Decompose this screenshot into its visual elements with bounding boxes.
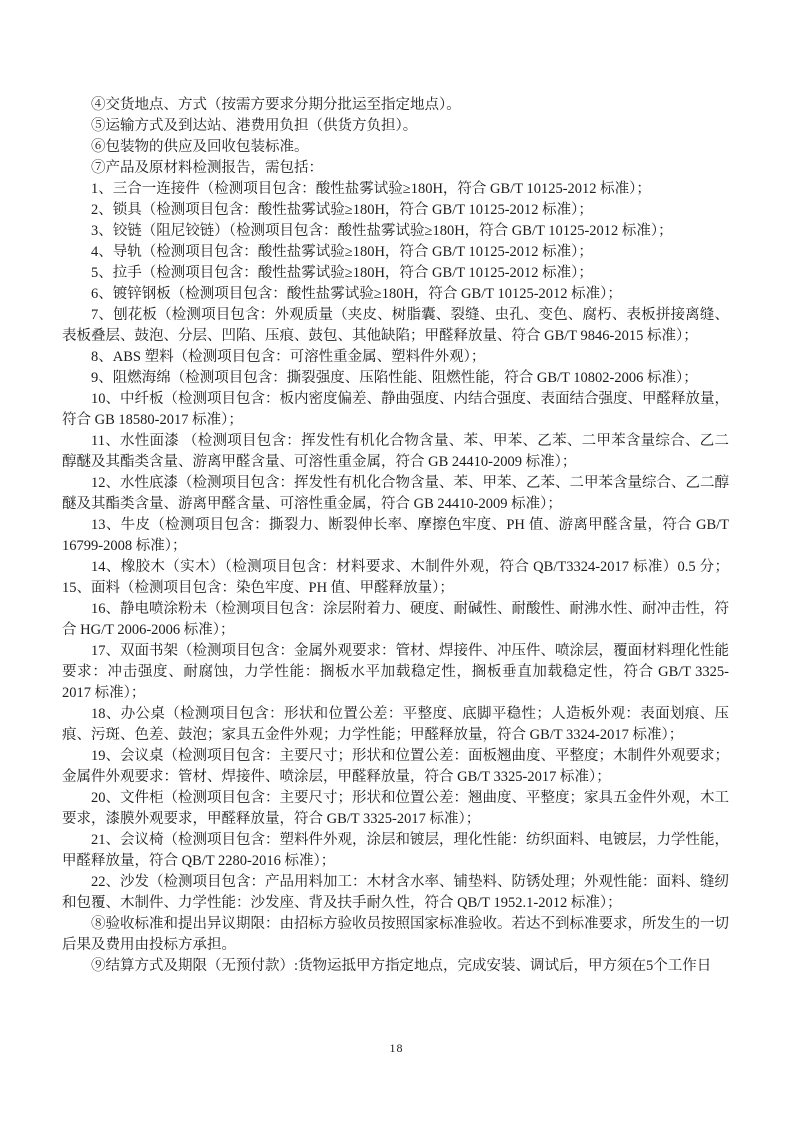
list-item-conference-chair: 21、会议椅（检测项目包含：塑料件外观，涂层和镀层，理化性能：纺织面料、电镀层，力学性能，甲醛释放量，符合 QB/T 2280-2016 标准）； — [62, 832, 729, 869]
list-item-mdf: 10、中纤板（检测项目包含：板内密度偏差、静曲强度、内结合强度、表面结合强度、甲醛释放量，符合 GB 18580-2017 标准）； — [62, 391, 729, 428]
list-item-handle: 5、拉手（检测项目包含：酸性盐雾试验≥180H，符合 GB/T 10125-2012 标准）； — [91, 265, 593, 281]
list-item-waterborne-primer: 12、水性底漆（检测项目包含：挥发性有机化合物含量、苯、甲苯、乙苯、二甲苯含量综合、乙二醇醚及其酯类含量、游离甲醛含量、可溶性重金属，符合 GB 24410-2009 标准）； — [62, 475, 729, 512]
list-item-particle-board: 7、刨花板（检测项目包含：外观质量（夹皮、树脂囊、裂缝、虫孔、变色、腐朽、表板拼接离缝、表板叠层、鼓泡、分层、凹陷、压痕、鼓包、其他缺陷；甲醛释放量、符合 GB/T 9846-2015 标准）； — [62, 307, 729, 344]
paragraph-packaging: ⑥包装物的供应及回收包装标准。 — [91, 139, 309, 155]
list-item-galvanized-sheet: 6、镀锌钢板（检测项目包含：酸性盐雾试验≥180H，符合 GB/T 10125-2012 标准）； — [91, 286, 622, 302]
list-item-rail: 4、导轨（检测项目包含：酸性盐雾试验≥180H，符合 GB/T 10125-2012 标准）； — [91, 244, 593, 260]
list-item-rubberwood-and-fabric: 14、橡胶木（实木）（检测项目包含：材料要求、木制件外观，符合 QB/T3324-2017 标准）0.5 分；15、面料（检测项目包含：染色牢度、PH 值、甲醛释放量）； — [62, 559, 729, 596]
list-item-lock: 2、锁具（检测项目包含：酸性盐雾试验≥180H，符合 GB/T 10125-2012 标准）； — [91, 202, 593, 218]
test-report-item-list — [62, 179, 729, 914]
list-item-waterborne-topcoat: 11、水性面漆 （检测项目包含：挥发性有机化合物含量、苯、甲苯、乙苯、二甲苯含量综合、乙二醇醚及其酯类含量、游离甲醛含量、可溶性重金属，符合 GB 24410-2009 标准）； — [62, 433, 729, 470]
list-item-abs-plastic: 8、ABS 塑料（检测项目包含：可溶性重金属、塑料件外观）； — [91, 349, 486, 365]
list-item-flame-retardant-foam: 9、阻燃海绵（检测项目包含：撕裂强度、压陷性能、阻燃性能，符合 GB/T 10802-2006 标准）； — [91, 370, 698, 386]
paragraph-test-reports-intro: ⑦产品及原材料检测报告，需包括： — [91, 160, 323, 176]
paragraph-transport-cost: ⑤运输方式及到达站、港费用负担（供货方负担）。 — [91, 118, 418, 134]
paragraph-settlement-terms: ⑨结算方式及期限（无预付款）:货物运抵甲方指定地点，完成安装、调试后，甲方须在5个工作日 — [91, 958, 712, 974]
list-item-conference-table: 19、会议桌（检测项目包含：主要尺寸；形状和位置公差：面板翘曲度、平整度；木制件外观要求；金属件外观要求：管材、焊接件、喷涂层，甲醛释放量，符合 GB/T 3325-2017 标准）； — [62, 748, 729, 785]
paragraph-delivery-location: ④交货地点、方式（按需方要求分期分批运至指定地点）。 — [91, 97, 461, 113]
paragraph-acceptance-standard: ⑧验收标准和提出异议期限：由招标方验收员按照国家标准验收。若达不到标准要求，所发生的一切后果及费用由投标方承担。 — [62, 916, 729, 953]
list-item-connector: 1、三合一连接件（检测项目包含：酸性盐雾试验≥180H，符合 GB/T 10125-2012 标准）； — [91, 181, 651, 197]
list-item-cowhide: 13、牛皮（检测项目包含：撕裂力、断裂伸长率、摩擦色牢度、PH 值、游离甲醛含量，符合 GB/T 16799-2008 标准）； — [62, 517, 729, 554]
list-item-electrostatic-powder: 16、静电喷涂粉未（检测项目包含：涂层附着力、硬度、耐碱性、耐酸性、耐沸水性、耐冲击性，符合 HG/T 2006-2006 标准）； — [62, 601, 729, 638]
list-item-file-cabinet: 20、文件柜（检测项目包含：主要尺寸；形状和位置公差：翘曲度、平整度；家具五金件外观，木工要求，漆膜外观要求，甲醛释放量，符合 GB/T 3325-2017 标准）； — [62, 790, 729, 827]
list-item-double-bookshelf: 17、双面书架（检测项目包含：金属外观要求：管材、焊接件、冲压件、喷涂层，覆面材料理化性能要求：冲击强度、耐腐蚀，力学性能：搁板水平加载稳定性，搁板垂直加载稳定性，符合 GB/T 3325-2017 标准）； — [62, 643, 729, 701]
page-number: 18 — [389, 1041, 404, 1055]
list-item-sofa: 22、沙发（检测项目包含：产品用料加工：木材含水率、铺垫料、防锈处理；外观性能：面料、缝纫和包覆、木制件、力学性能：沙发座、背及扶手耐久性，符合 QB/T 1952.1-2012 标准）； — [62, 874, 729, 911]
list-item-office-desk: 18、办公桌（检测项目包含：形状和位置公差：平整度、底脚平稳性；人造板外观：表面划痕、压痕、污斑、色差、鼓泡；家具五金件外观；力学性能；甲醛释放量，符合 GB/T 3324-2017 标准）； — [62, 706, 729, 743]
list-item-hinge: 3、铰链（阻尼铰链）（检测项目包含：酸性盐雾试验≥180H，符合 GB/T 10125-2012 标准）； — [91, 223, 673, 239]
